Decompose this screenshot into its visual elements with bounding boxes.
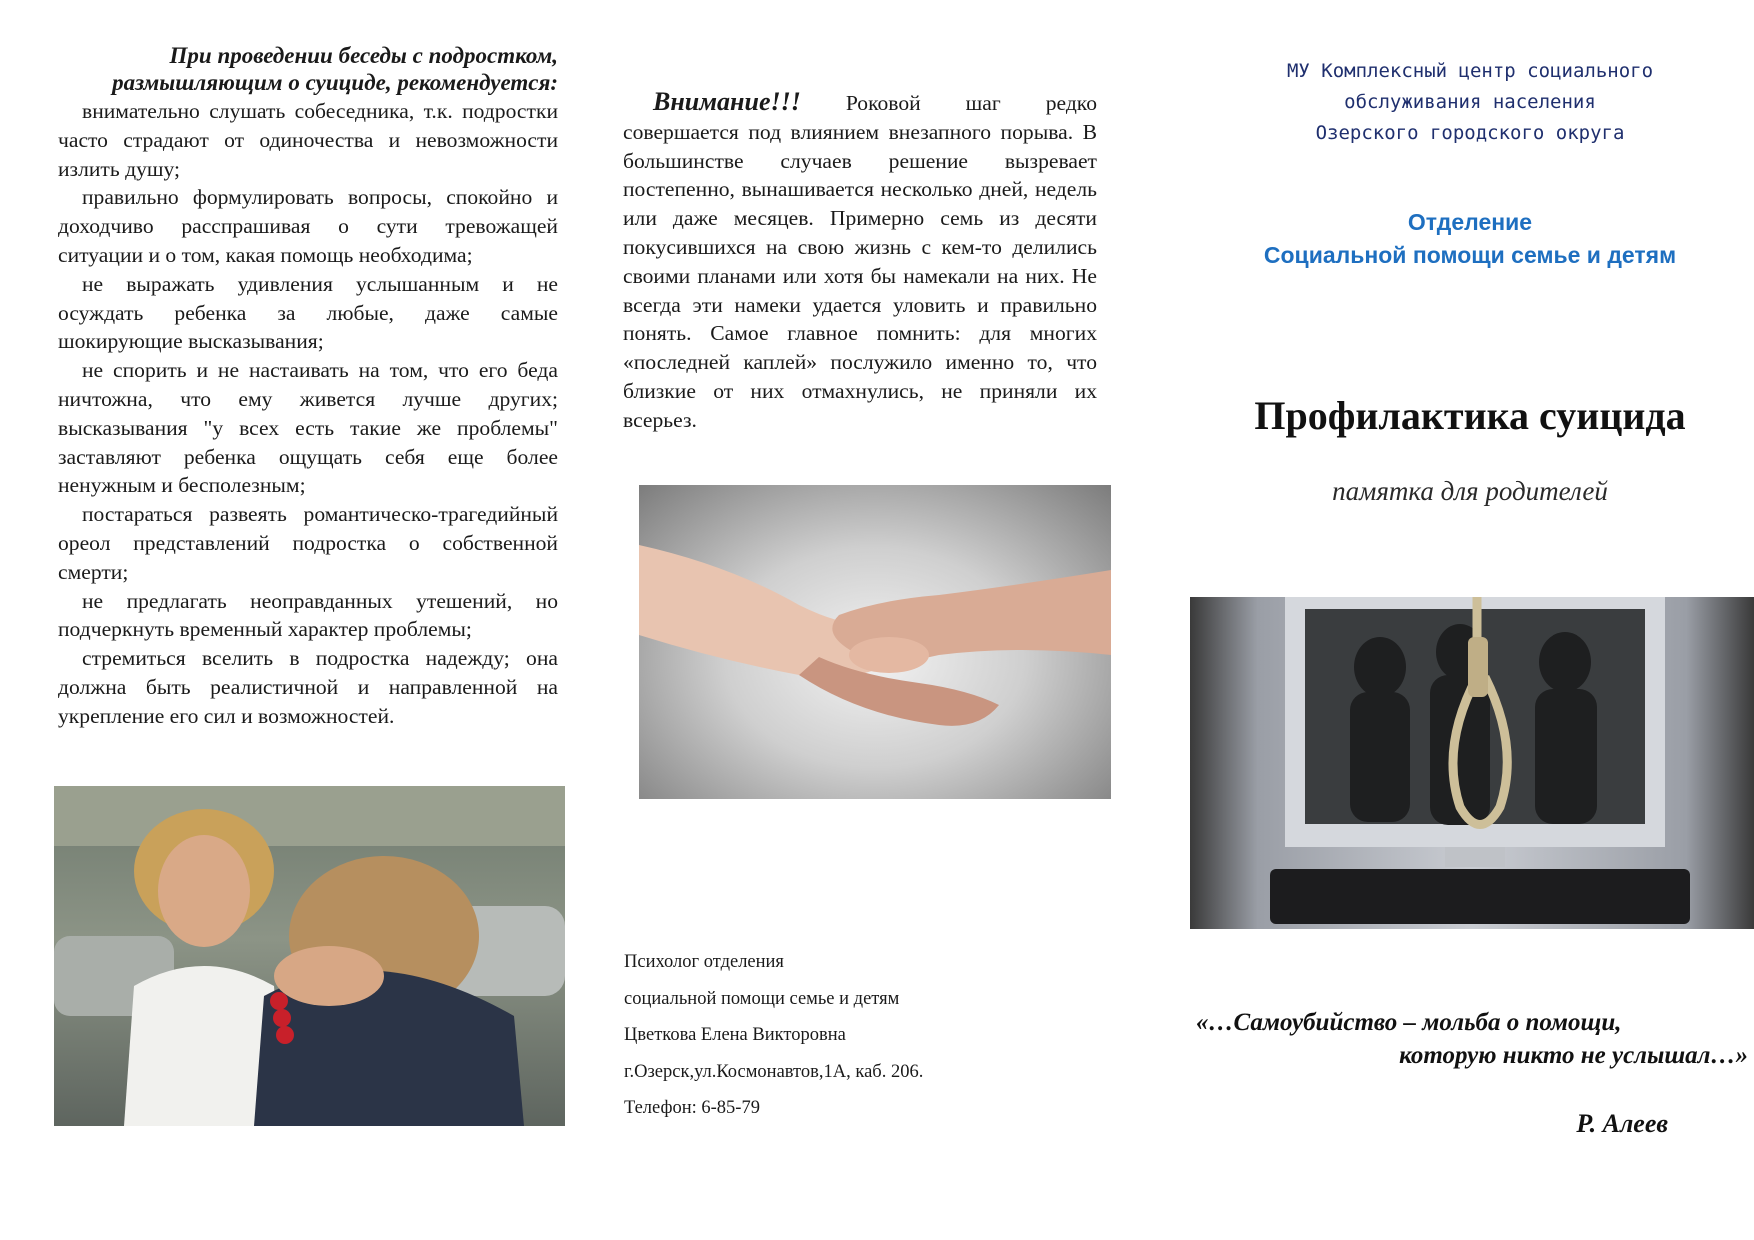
contact-info — [624, 944, 1084, 1127]
advice-item: не спорить и не настаивать на том, что его беда ничтожна, что ему живется лучше других; высказывания "у всех есть такие же проблемы" заставляют ребенка ощущать себя еще более ненужным и бесполезным; — [58, 358, 558, 498]
warning-text: Роковой шаг редко совершается под влиянием внезапного порыва. В большинстве случаев решение вызревает постепенно, вынашивается несколько дней, недель или даже месяцев. Примерно семь из десяти покусившихся на свою жизнь с кем-то делились своими планами или хотя бы намекали на них. Не всегда эти намеки удается уловить и правильно понять. Самое главное помнить: для многих «последней каплей» послужило именно то, что близкие от них отмахнулись, не приняли их всерьез. — [623, 91, 1097, 432]
advice-heading-line-2: размышляющим о суициде, рекомендуется: — [112, 70, 558, 95]
contact-phone: Телефон: 6-85-79 — [624, 1098, 760, 1119]
warning-paragraph — [623, 88, 1097, 435]
org-line-3: Озерского городского округа — [1315, 122, 1625, 144]
advice-list — [58, 97, 558, 731]
org-line-2: обслуживания населения — [1344, 91, 1596, 113]
advice-item: не выражать удивления услышанным и не осуждать ребенка за любые, даже самые шокирующие высказывания; — [58, 271, 558, 354]
warning-label: Внимание!!! — [653, 87, 801, 116]
advice-heading-line-1: При проведении беседы с подростком, — [169, 43, 558, 68]
contact-department: социальной помощи семье и детям — [624, 988, 900, 1009]
advice-item: стремиться вселить в подростка надежду; она должна быть реалистичной и направленной на укрепление его сил и возможностей. — [58, 646, 558, 728]
advice-item: не предлагать неоправданных утешений, но подчеркнуть временный характер проблемы; — [58, 588, 558, 642]
hug-illustration — [54, 786, 565, 1126]
quote-line-1: «…Самоубийство – мольба о помощи, — [1196, 1009, 1622, 1036]
advice-heading — [58, 42, 558, 96]
advice-item: постараться развеять романтическо-трагедийный ореол представлений подростка о собственной смерти; — [58, 502, 558, 584]
mother-hugging-daughter-photo — [54, 786, 565, 1126]
department-line-1: Отделение — [1407, 209, 1533, 235]
department-name — [1190, 206, 1750, 272]
quote-author: Р. Алеев — [1576, 1109, 1668, 1138]
organization-name — [1190, 56, 1750, 149]
department-line-2: Социальной помощи семье и детям — [1263, 242, 1677, 268]
holding-hands-photo — [639, 485, 1111, 799]
advice-item: правильно формулировать вопросы, спокойно и доходчиво расспрашивая о сути тревожащей ситуации и о том, какая помощь необходима; — [58, 185, 558, 267]
quote-line-2: которую никто не услышал…» — [1399, 1042, 1748, 1069]
advice-item: внимательно слушать собеседника, т.к. подростки часто страдают от одиночества и невозможности излить душу; — [58, 99, 558, 181]
contact-position: Психолог отделения — [624, 952, 784, 972]
noose-illustration — [1190, 597, 1754, 929]
org-line-1: МУ Комплексный центр социального — [1286, 60, 1654, 82]
contact-address: г.Озерск,ул.Космонавтов,1А, каб. 206. — [624, 1061, 924, 1082]
noose-computer-photo — [1190, 597, 1754, 929]
advice-column — [58, 42, 558, 731]
contact-name: Цветкова Елена Викторовна — [624, 1025, 846, 1046]
brochure-title: Профилактика суицида — [1254, 393, 1686, 438]
hands-illustration — [639, 485, 1111, 799]
brochure-subtitle: памятка для родителей — [1332, 476, 1608, 506]
